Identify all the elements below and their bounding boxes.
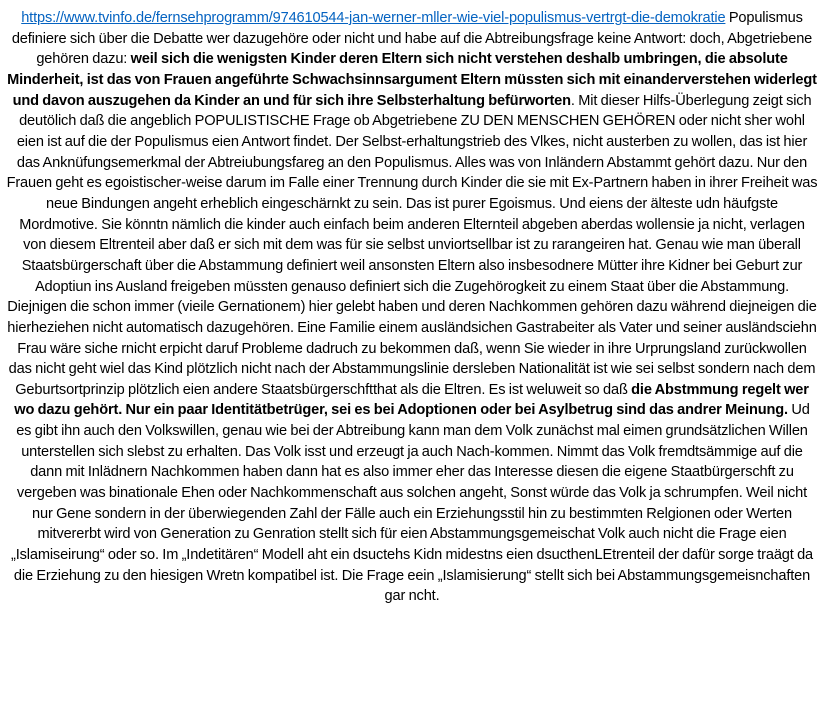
bold-statement-2: die Abstmmung regelt wer wo dazu gehört. Nur ein paar Identitätbetrüger, sei es bei Adoptionen oder bei Asylbetrug sind das andrer Meinung. — [14, 381, 809, 419]
text-segment-3: Ud es gibt ihn auch den Volkswillen, genau wie bei der Abtreibung kann man dem Volk zunächst mal eimen grundsätzlichen Willen unterstellen sich slebst zu erhalten. Das Volk isst und erzeugt ja auch Nach-kommen. Nimmt das Volk fremdtsämmige auf die dann mit Inlädnern Nachkommen haben dann hat es also immer eher das Interesse diesen die eigene Staatbürgerschft zu vergeben was binationale Ehen oder Nachkommenschaft aus solchen angeht, Sonst würde das Volk ja schrumpfen. Weil nicht nur Gene sondern in der überwiegenden Zahl der Fälle auch ein Erziehungsstil hin zu bestimmten Relgionen oder Werten mitvererbt wird von Generation zu Genration stellt sich für eien Abstammungsgemeischat Volk auch nicht die Frage eien „Islamiseirung“ oder so. Im „Indetitären“ Modell aht ein dsuctehs Kidn midestns eien dsucthenLEtrenteil der dafür sorge traägt da die Erziehung zu den hiesigen Wretn kompatibel ist. Die Frage eein „Islamisierung“ stellt sich bei Abstammungsgemeisnchaften gar ncht. — [11, 402, 813, 605]
document-text — [6, 8, 818, 607]
text-segment-2: . Mit dieser Hilfs-Überlegung zeigt sich deutölich daß die angeblich POPULISTISCHE Frage ob Abgetriebene ZU DEN MENSCHEN GEHÖREN oder nicht sher wohl eien ist auf die der Populismus eien Antwort findet. Der Selbst-erhaltungstrieb des Vlkes, nicht austerben zu wollen, das ist hier das Anknüfungsemerkmal der Abtreiubungsfareg an den Populismus. Alles was von Inländern Abstammt gehört dazu. Nur den Frauen geht es egoistischer-weise darum im Falle einer Trennung durch Kinder die sie mit Ex-Partnern haben in ihrer Freiheit was neue Bindungen angeht erheblich eingeschärnkt zu sein. Das ist purer Egoismus. Und eiens der älteste udn häufgste Mordmotive. Sie könntn nämlich die kinder auch einfach beim anderen Elternteil abgeben aberdas wollensie ja nicht, verlagen von diesem Eltrenteil aber daß er sich mit dem was für sie selbst unviortsellbar ist zu rarangeiren hat. Genau wie man überall Staatsbürgerschaft über die Abstammung definiert weil ansonsten Eltern also insbesodnere Mütter ihre Kidner bei Geburt zur Adoptiun ins Ausland freigeben müssten genauso definiert sich die Zugehörogkeit zu einem Staat über die Abstammung. Diejnigen die schon immer (vieile Gernationem) hier gelebt haben und deren Nachkommen gehören dazu während diejneigen die hierheziehen nicht automatisch dazugehören. Eine Familie einem ausländsichen Gastrabeiter als Vater und seiner ausländsciehn Frau wäre siche rnicht erpicht daruf Probleme dadruch zu bekommen daß, wenn Sie wieder in ihre Urprungsland zurückwollen das nicht geht wiel das Kind plötzlich nicht nach der Abstammungslinie dersleben Nationalität ist wie sei selbst sondern nach dem Geburtsortprinzip plötzlich eien andere Staatsbürgerschftthat als die Eltren. Es ist weluweit so daß — [6, 92, 818, 398]
source-link[interactable]: https://www.tvinfo.de/fernsehprogramm/974610544-jan-werner-mller-wie-viel-populismus-vertrgt-die-demokratie — [21, 10, 726, 26]
text-segment-1: Populismus definiere sich über die Debatte wer dazugehöre oder nicht und habe auf die Abtreibungsfrage keine Antwort: doch, Abgetriebene gehören dazu: — [11, 10, 813, 68]
bold-statement-1: weil sich die wenigsten Kinder deren Eltern sich nicht verstehen deshalb umbringen, die absolute Minderheit, ist das von Frauen angeführte Schwachsinnsargument Eltern müssten sich mit einanderverstehen widerlegt und davon auszugehen da Kinder an und für sich ihre Selbsterhaltung befürworten — [7, 51, 817, 109]
